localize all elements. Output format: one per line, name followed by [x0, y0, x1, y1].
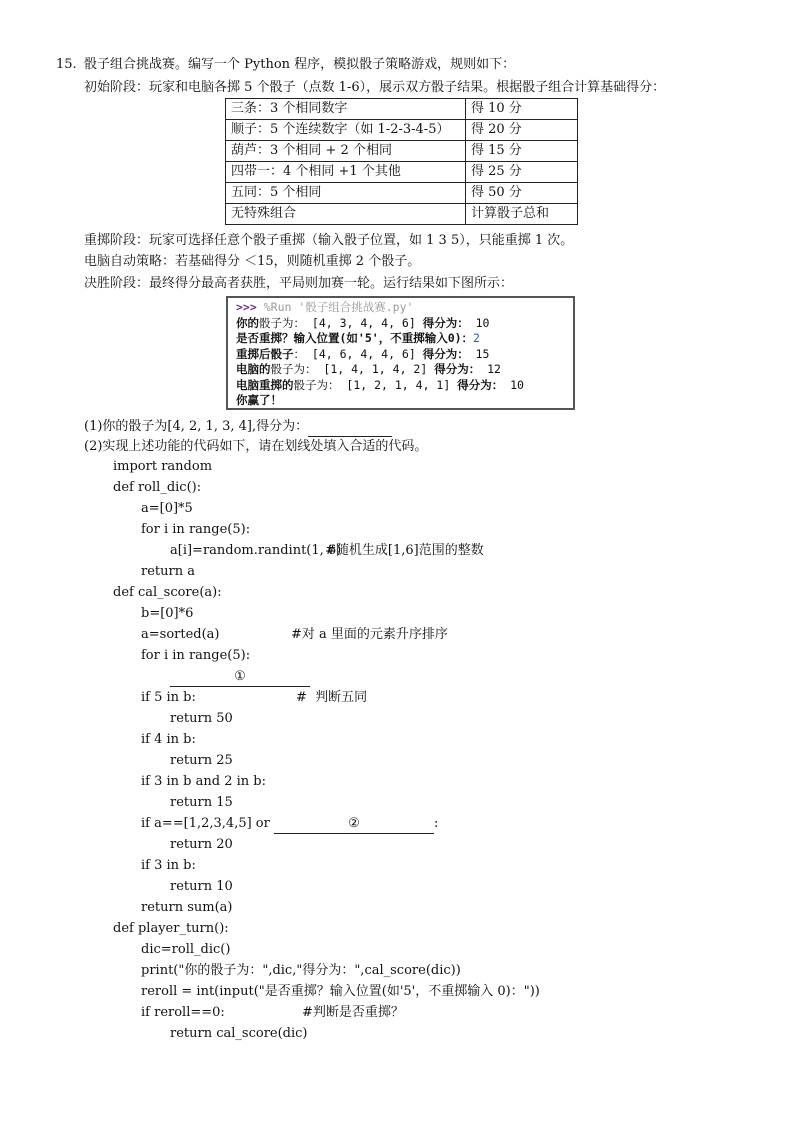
code-blank-line	[170, 668, 310, 687]
code-line: if 5 in b:	[141, 690, 196, 705]
code-comment: #判断是否重掷？	[302, 1005, 404, 1020]
code-line: return 20	[170, 837, 233, 852]
combo-cell: 无特殊组合	[226, 204, 466, 225]
prompt-glyph: >>>	[236, 300, 257, 314]
table-row	[226, 183, 578, 204]
code-line: dic=roll_dic()	[141, 942, 231, 957]
terminal-line: 你的骰子为： [4, 3, 4, 4, 6] 得分为： 10	[236, 315, 490, 330]
combo-cell: 三条：3 个相同数字	[226, 99, 466, 120]
score-cell: 得 25 分	[466, 162, 578, 183]
code-line: return a	[141, 564, 195, 579]
run-command: %Run '骰子组合挑战赛.py'	[263, 300, 414, 314]
table-row	[226, 120, 578, 141]
score-cell: 得 50 分	[466, 183, 578, 204]
code-comment: #对 a 里面的元素升序排序	[291, 627, 448, 642]
code-line: def roll_dic():	[113, 480, 202, 495]
code-line: if reroll==0:	[141, 1005, 225, 1020]
code-line: print("你的骰子为：",dic,"得分为：",cal_score(dic))	[141, 963, 461, 978]
code-line: b=[0]*6	[141, 606, 194, 621]
code-blank-line: if a==[1,2,3,4,5] or ② :	[141, 815, 438, 834]
score-cell: 得 15 分	[466, 141, 578, 162]
terminal-line: 你赢了！	[236, 393, 282, 407]
code-line: return 10	[170, 879, 233, 894]
sub-question-2: (2)实现上述功能的代码如下，请在划线处填入合适的代码。	[84, 439, 428, 454]
terminal-line: 重掷后骰子： [4, 6, 4, 4, 6] 得分为： 15	[236, 346, 490, 361]
code-line: a=[0]*5	[141, 501, 193, 516]
initial-stage-text: 初始阶段：玩家和电脑各掷 5 个骰子（点数 1-6），展示双方骰子结果。根据骰子组合计算基础得分：	[84, 80, 666, 95]
final-stage-text: 决胜阶段：最终得分最高者获胜，平局则加赛一轮。运行结果如下图所示：	[84, 276, 514, 291]
terminal-line: 电脑的骰子为： [1, 4, 1, 4, 2] 得分为： 12	[236, 362, 501, 376]
code-line: def cal_score(a):	[113, 585, 222, 600]
code-comment: #随机生成[1,6]范围的整数	[325, 543, 484, 558]
question-number: 15.	[56, 57, 77, 72]
code-line: if 4 in b:	[141, 732, 196, 747]
code-line: if 3 in b and 2 in b:	[141, 774, 266, 789]
terminal-line: 电脑重掷的骰子为： [1, 2, 1, 4, 1] 得分为： 10	[236, 377, 524, 392]
answer-blank-1[interactable]	[308, 418, 392, 437]
sub-question-1: (1)你的骰子为[4, 2, 1, 3, 4],得分为：	[84, 418, 392, 437]
score-cell: 得 20 分	[466, 120, 578, 141]
code-line: import random	[113, 459, 213, 474]
table-row	[226, 204, 578, 225]
code-line: for i in range(5):	[141, 648, 251, 663]
table-row	[226, 99, 578, 120]
combo-cell: 葫芦：3 个相同 + 2 个相同	[226, 141, 466, 162]
combo-cell: 顺子：5 个连续数字（如 1-2-3-4-5）	[226, 120, 466, 141]
code-line: return 15	[170, 795, 233, 810]
code-comment: # 判断五同	[296, 690, 368, 705]
code-line: return cal_score(dic)	[170, 1026, 308, 1041]
code-line: return 25	[170, 753, 233, 768]
terminal-output	[226, 296, 575, 410]
code-line: return 50	[170, 711, 233, 726]
table-row	[226, 141, 578, 162]
code-line: reroll = int(input("是否重掷？输入位置(如'5'，不重掷输入 0)："))	[141, 984, 540, 999]
terminal-line: 是否重掷？输入位置(如'5'，不重掷输入0)：2	[236, 331, 480, 345]
answer-blank-circle-1[interactable]: ①	[170, 668, 310, 687]
code-line: if 3 in b:	[141, 858, 196, 873]
code-line: for i in range(5):	[141, 522, 251, 537]
table-row	[226, 162, 578, 183]
combo-cell: 四带一：4 个相同 +1 个其他	[226, 162, 466, 183]
score-table	[225, 98, 578, 225]
code-line: return sum(a)	[141, 900, 233, 915]
code-line: def player_turn():	[113, 921, 229, 936]
score-cell: 得 10 分	[466, 99, 578, 120]
score-cell: 计算骰子总和	[466, 204, 578, 225]
code-line: a[i]=random.randint(1, 6)	[170, 543, 342, 558]
combo-cell: 五同：5 个相同	[226, 183, 466, 204]
reroll-stage-text: 重掷阶段：玩家可选择任意个骰子重掷（输入骰子位置，如 1 3 5），只能重掷 1 次。	[84, 233, 574, 248]
answer-blank-circle-2[interactable]: ②	[274, 815, 434, 834]
question-title: 骰子组合挑战赛。编写一个 Python 程序，模拟骰子策略游戏，规则如下：	[84, 57, 516, 72]
computer-strategy-text: 电脑自动策略：若基础得分 ＜15，则随机重掷 2 个骰子。	[84, 254, 421, 269]
code-line: a=sorted(a)	[141, 627, 220, 642]
